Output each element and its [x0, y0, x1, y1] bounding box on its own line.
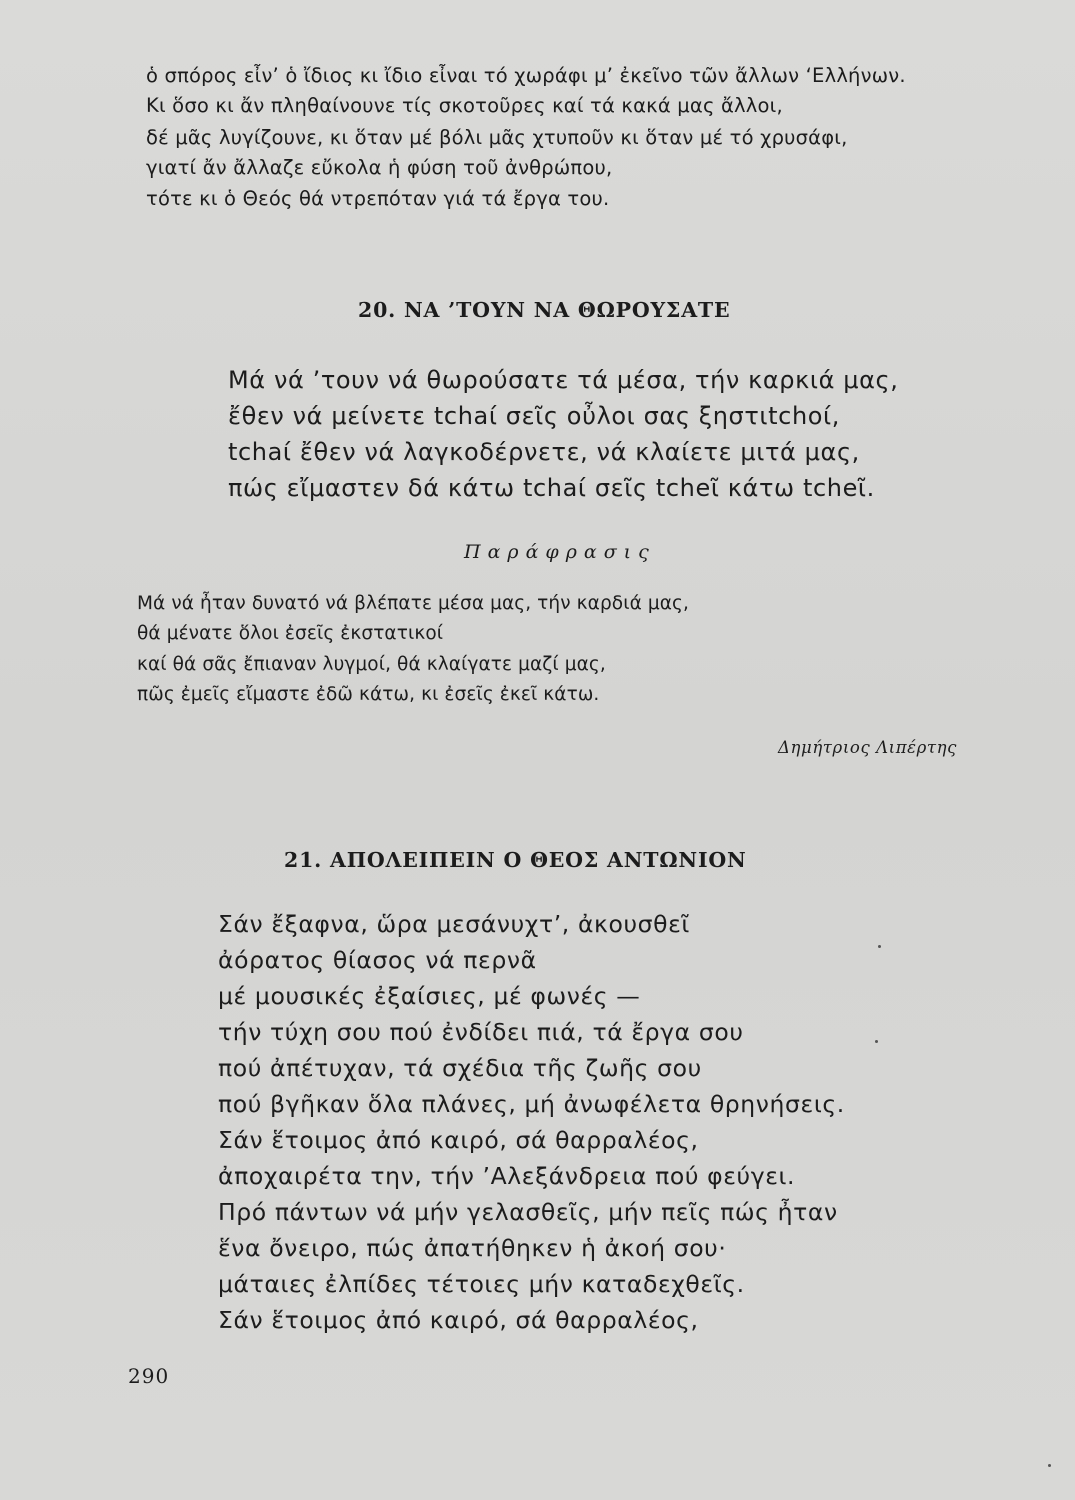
verse-line: μέ μουσικές ἐξαίσιες, μέ φωνές — [218, 982, 641, 1010]
verse-line: Κι ὅσο κι ἄν πληθαίνουνε τίς σκοτοῦρες καί τά κακά μας ἄλλοι, [146, 94, 783, 117]
verse-line: γιατί ἄν ἄλλαζε εὔκολα ἡ φύση τοῦ ἀνθρώπου, [146, 156, 613, 179]
page-number: 290 [128, 1364, 170, 1388]
verse-line: ἀόρατος θίασος νά περνᾶ [218, 946, 537, 974]
verse-line: τότε κι ὁ Θεός θά ντρεπόταν γιά τά ἔργα του. [146, 187, 610, 210]
verse-line: Πρό πάντων νά μήν γελασθεῖς, μήν πεῖς πώς ἦταν [218, 1198, 838, 1226]
print-speck [878, 945, 881, 948]
print-speck [1048, 1464, 1051, 1467]
paraphrase-title: Παράφρασις [464, 541, 656, 563]
verse-line: πού βγῆκαν ὅλα πλάνες, μή ἀνωφέλετα θρηνήσεις. [218, 1090, 845, 1118]
verse-line: πώς εἴμαστεν δά κάτω tchaί σεῖς tcheῖ κάτω tcheῖ. [228, 474, 875, 502]
verse-line: πού ἀπέτυχαν, τά σχέδια τῆς ζωῆς σου [218, 1054, 702, 1082]
verse-line: ὁ σπόρος εἶν’ ὁ ἴδιος κι ἴδιο εἶναι τό χωράφι μ’ ἐκεῖνο τῶν ἄλλων ‘Ελλήνων. [146, 64, 906, 87]
verse-line: Σάν ἕτοιμος ἀπό καιρό, σά θαρραλέος, [218, 1126, 699, 1154]
poem-20-title: 20. ΝΑ ’ΤΟΥΝ ΝΑ ΘΩΡΟΥΣΑΤΕ [358, 298, 731, 322]
verse-line: πῶς ἐμεῖς εἴμαστε ἐδῶ κάτω, κι ἐσεῖς ἐκεῖ κάτω. [137, 684, 600, 705]
verse-line: ἔθεν νά μείνετε tchaί σεῖς οὖλοι σας ξηστιtchοί, [228, 402, 840, 430]
verse-line: Μά νά ’τουν νά θωρούσατε τά μέσα, τήν καρκιά μας, [228, 366, 899, 394]
verse-line: καί θά σᾶς ἔπιαναν λυγμοί, θά κλαίγατε μαζί μας, [137, 654, 606, 675]
verse-line: δέ μᾶς λυγίζουνε, κι ὅταν μέ βόλι μᾶς χτυποῦν κι ὅταν μέ τό χρυσάφι, [146, 126, 848, 149]
verse-line: Μά νά ἦταν δυνατό νά βλέπατε μέσα μας, τήν καρδιά μας, [137, 593, 689, 614]
verse-line: ἕνα ὄνειρο, πώς ἀπατήθηκεν ἡ ἀκοή σου· [218, 1234, 727, 1262]
verse-line: Σάν ἔξαφνα, ὥρα μεσάνυχτ’, ἀκουσθεῖ [218, 910, 690, 938]
author-signature: Δημήτριος Λιπέρτης [778, 738, 957, 757]
poem-21-title: 21. ΑΠΟΛΕΙΠΕΙΝ Ο ΘΕΟΣ ΑΝΤΩΝΙΟΝ [284, 848, 747, 872]
verse-line: τήν τύχη σου πού ἐνδίδει πιά, τά ἔργα σου [218, 1018, 744, 1046]
verse-line: μάταιες ἐλπίδες τέτοιες μήν καταδεχθεῖς. [218, 1270, 745, 1298]
print-speck [875, 1040, 878, 1043]
verse-line: θά μένατε ὅλοι ἐσεῖς ἐκστατικοί [137, 623, 444, 644]
verse-line: ἀποχαιρέτα την, τήν ’Αλεξάνδρεια πού φεύγει. [218, 1162, 796, 1190]
verse-line: Σάν ἕτοιμος ἀπό καιρό, σά θαρραλέος, [218, 1306, 699, 1334]
verse-line: tchaί ἔθεν νά λαγκοδέρνετε, νά κλαίετε μιτά μας, [228, 438, 860, 466]
